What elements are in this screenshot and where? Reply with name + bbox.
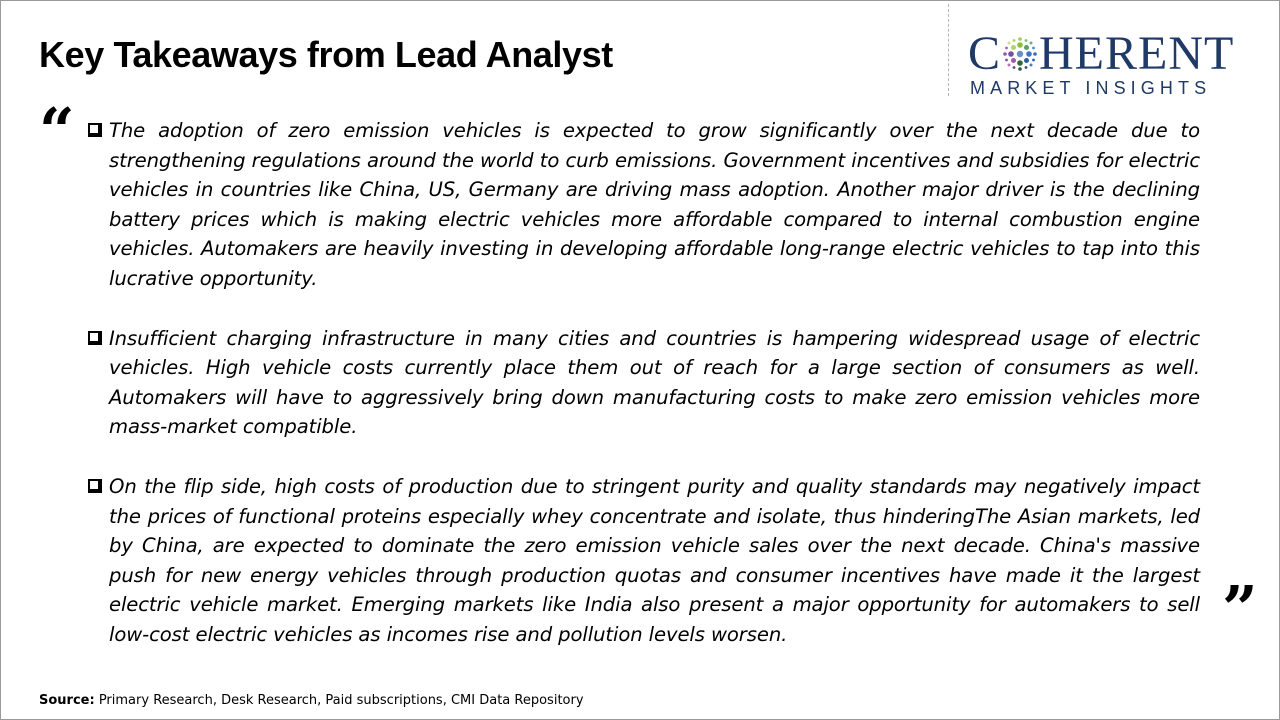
checkbox-bullet-icon [88,331,100,343]
takeaway-text: Insufficient charging infrastructure in many cities and countries is hampering widespread usage of electric vehicles. High vehicle costs currently place them out of reach for a large section of consumers as well. Automakers will have to aggressively bring down manufacturing costs to make zero emission vehicles more mass-market compatible. [109,326,1200,439]
takeaway-text: The adoption of zero emission vehicles is expected to grow significantly over the next decade due to strengthening regulations around the world to curb emissions. Government incentives and subsidies for electric vehicles in countries like China, US, Germany are driving mass adoption. Another major driver is the declining battery prices which is making electric vehicles more affordable compared to internal combustion engine vehicles. Automakers are heavily investing in developing affordable long-range electric vehicles to tap into this lucrative opportunity. [109,119,1200,290]
takeaway-item [86,116,1200,294]
logo-wordmark [968,27,1235,80]
open-quote-icon: “ [39,94,75,167]
source-label: Source: [39,693,95,708]
takeaway-text: On the flip side, high costs of production due to stringent purity and quality standards may negatively impact the prices of functional proteins especially whey concentrate and isolate, thus hinderingThe Asian markets, led by China, are expected to dominate the zero emission vehicle sales over the next decade. China's massive push for new energy vehicles through production quotas and consumer incentives have made it the largest electric vehicle market. Emerging markets like India also present a major opportunity for automakers to sell low-cost electric vehicles as incomes rise and pollution levels worsen. [109,474,1200,646]
source-note [39,693,584,708]
checkbox-bullet-icon [88,479,100,491]
checkbox-bullet-icon [88,123,100,135]
logo-letters-rest: HERENT [1039,27,1235,80]
takeaway-list [86,116,1200,650]
logo-divider [948,4,949,96]
takeaway-item [86,324,1200,442]
logo-subtitle: MARKET INSIGHTS [970,78,1212,98]
globe-icon [1002,36,1038,72]
source-text: Primary Research, Desk Research, Paid subscriptions, CMI Data Repository [94,693,584,708]
close-quote-icon: ” [1222,572,1258,645]
logo-letter-c: C [968,27,1002,80]
takeaway-item [86,472,1200,650]
page-title: Key Takeaways from Lead Analyst [39,34,613,75]
company-logo [968,27,1260,100]
